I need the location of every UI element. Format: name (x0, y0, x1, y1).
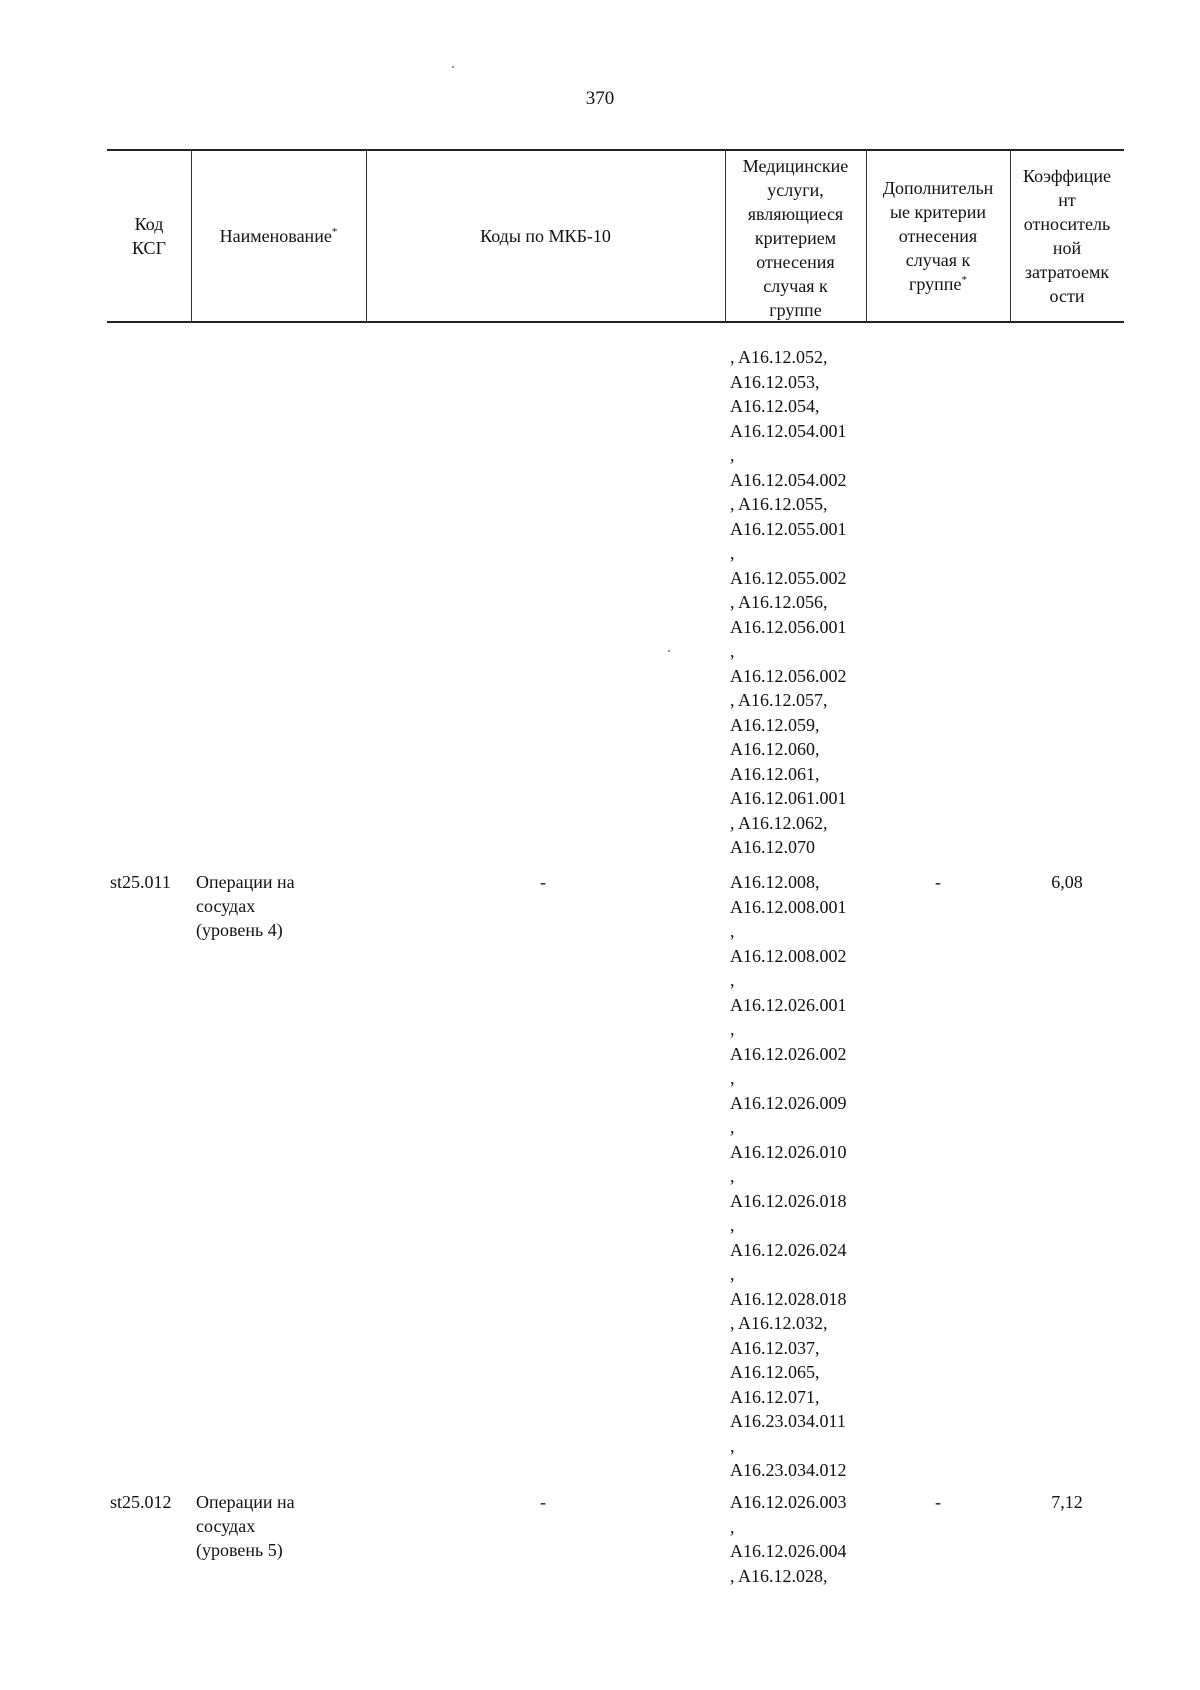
row-name (196, 870, 356, 942)
row-coef: 6,08 (1051, 872, 1083, 892)
row-code: st25.011 (110, 872, 171, 892)
service-code-line: , (730, 641, 735, 661)
service-code-line: A16.12.008.001 (730, 896, 847, 917)
service-code-line: A16.12.026.009 (730, 1092, 847, 1113)
service-code-line: A16.12.026.010 (730, 1141, 847, 1162)
header-services (725, 152, 866, 324)
header-extra-line-mark: * (961, 274, 967, 286)
service-code-line: A16.12.061.001 (730, 788, 847, 808)
row-mkb: - (540, 872, 546, 892)
service-code-line: , (730, 1068, 735, 1088)
header-services-line: критерием (754, 228, 837, 248)
header-code-line: Код (134, 214, 164, 234)
service-code-line: A16.12.056.002 (730, 665, 847, 686)
continuation-services-cell (730, 345, 870, 860)
row-code: st25.012 (110, 1492, 172, 1512)
service-code-line: , A16.12.057, (730, 690, 828, 710)
service-code-line: A16.12.026.002 (730, 1043, 847, 1064)
header-services-line: являющиеся (747, 204, 844, 224)
header-mkb-text: Коды по МКБ-10 (480, 226, 611, 246)
header-extra (866, 150, 1010, 322)
row-name-line: сосудах (196, 1516, 256, 1536)
row-extra: - (935, 872, 941, 892)
row-extra: - (935, 1492, 941, 1512)
header-name-mark: * (331, 226, 338, 238)
row-name-line: сосудах (196, 896, 256, 916)
service-code-line: A16.12.055.002 (730, 567, 847, 588)
row-name-line: Операции на (196, 872, 295, 892)
header-code (107, 150, 191, 322)
service-code-line: A16.12.054, (730, 396, 820, 416)
header-extra-line: ые критерии (889, 202, 987, 222)
service-code-line: A16.12.028.018 (730, 1288, 847, 1309)
service-code-line: , (730, 543, 735, 563)
header-services-line: услуги, (767, 180, 824, 200)
service-code-line: A16.12.054.002 (730, 469, 847, 490)
row-services-cell (730, 870, 870, 1483)
header-mkb (366, 150, 725, 322)
service-code-line: A16.12.059, (730, 714, 820, 735)
service-code-line: A16.12.026.003 (730, 1492, 847, 1512)
service-code-line: A16.12.065, (730, 1362, 820, 1382)
header-coef-line: Коэффицие (1022, 166, 1112, 186)
service-code-line: A16.12.061, (730, 763, 820, 784)
service-code-line: , (730, 970, 735, 990)
row-coef: 7,12 (1051, 1492, 1083, 1512)
header-code-line: КСГ (132, 238, 166, 258)
header-services-line: Медицинские (742, 156, 849, 176)
service-code-line: A16.12.055.001 (730, 518, 847, 539)
service-code-line: , (730, 1264, 735, 1284)
header-coef (1010, 150, 1124, 322)
service-code-line: A16.12.053, (730, 371, 820, 392)
service-code-line: A16.12.008, (730, 872, 820, 892)
service-code-line: , (730, 1117, 735, 1137)
header-extra-line: Дополнительн (882, 178, 994, 198)
row-name-line: Операции на (196, 1492, 295, 1512)
service-code-line: A16.12.060, (730, 739, 820, 759)
service-code-line: , A16.12.056, (730, 592, 828, 612)
scan-speck (668, 650, 670, 652)
row-name-line: (уровень 4) (196, 920, 283, 940)
header-coef-line: нт (1058, 190, 1076, 210)
row-services-cell (730, 1490, 870, 1588)
row-name-line: (уровень 5) (196, 1540, 283, 1560)
header-extra-line: группе* (909, 274, 967, 294)
scan-speck (452, 66, 454, 68)
service-code-line: , (730, 1516, 735, 1537)
service-code-line: , A16.12.052, (730, 347, 828, 367)
service-code-line: A16.12.008.002 (730, 945, 847, 966)
service-code-line: A16.12.037, (730, 1337, 820, 1358)
row-name (196, 1490, 356, 1562)
row-mkb: - (540, 1492, 546, 1512)
service-code-line: , (730, 1435, 735, 1456)
service-code-line: , (730, 445, 735, 465)
service-code-line: A16.12.026.001 (730, 994, 847, 1015)
header-coef-line: ной (1052, 238, 1082, 258)
header-services-line: случая к (763, 276, 828, 296)
service-code-line: , (730, 1166, 735, 1186)
service-code-line: , (730, 1215, 735, 1235)
service-code-line: , A16.12.062, (730, 812, 828, 833)
service-code-line: , A16.12.028, (730, 1565, 828, 1586)
header-name-text: Наименование (219, 226, 332, 246)
service-code-line: , (730, 921, 735, 941)
service-code-line: A16.12.026.004 (730, 1541, 847, 1561)
service-code-line: A16.23.034.011 (730, 1411, 846, 1431)
service-code-line: A16.12.026.024 (730, 1239, 847, 1260)
page-number: 370 (585, 88, 615, 109)
header-extra-line: отнесения (898, 226, 978, 246)
service-code-line: , A16.12.032, (730, 1313, 828, 1333)
header-coef-line: затратоемк (1024, 262, 1110, 282)
header-name (191, 150, 366, 322)
service-code-line: A16.12.056.001 (730, 616, 847, 637)
header-extra-line: случая к (905, 250, 971, 270)
header-coef-line: относитель (1023, 214, 1111, 234)
header-coef-line: ости (1049, 286, 1085, 306)
header-services-line: отнесения (756, 252, 835, 272)
service-code-line: A16.12.054.001 (730, 420, 847, 441)
service-code-line: A16.12.026.018 (730, 1190, 847, 1211)
service-code-line: A16.12.071, (730, 1386, 820, 1407)
header-services-line: группе (769, 300, 822, 320)
service-code-line: A16.23.034.012 (730, 1460, 847, 1480)
service-code-line: , (730, 1019, 735, 1039)
service-code-line: , A16.12.055, (730, 494, 828, 514)
service-code-line: A16.12.070 (730, 837, 815, 857)
